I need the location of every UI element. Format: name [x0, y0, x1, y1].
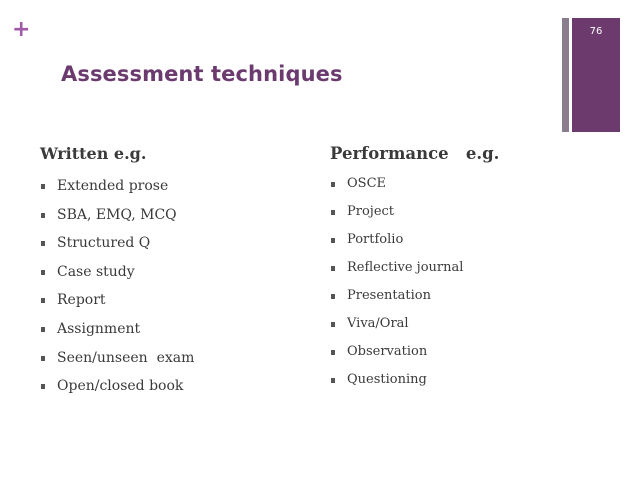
list-item-label: Observation	[347, 344, 428, 359]
list-item	[330, 232, 499, 260]
written-heading: Written e.g.	[40, 144, 147, 163]
list-item-label: Portfolio	[347, 232, 404, 247]
bullet-icon	[331, 350, 335, 355]
bullet-icon	[331, 266, 335, 271]
list-item-label: Seen/unseen exam	[57, 349, 195, 366]
list-item-label: Structured Q	[57, 235, 151, 252]
performance-list	[330, 176, 499, 400]
list-item	[330, 176, 499, 204]
bullet-icon	[331, 182, 335, 187]
bullet-icon	[41, 270, 45, 275]
list-item-label: Reflective journal	[347, 260, 464, 275]
list-item	[40, 177, 194, 206]
list-item-label: Assignment	[57, 320, 141, 337]
list-item	[40, 349, 194, 378]
list-item-label: OSCE	[347, 176, 386, 191]
bullet-icon	[331, 210, 335, 215]
list-item-label: Presentation	[347, 288, 431, 303]
list-item	[40, 320, 194, 349]
list-item	[40, 206, 194, 235]
bullet-icon	[41, 241, 45, 246]
performance-heading: Performance e.g.	[330, 144, 500, 163]
page-number: 76	[589, 26, 603, 37]
written-column	[40, 144, 194, 406]
list-item	[330, 260, 499, 288]
list-item	[330, 288, 499, 316]
bullet-icon	[331, 378, 335, 383]
list-item-label: SBA, EMQ, MCQ	[57, 206, 177, 223]
performance-column	[330, 144, 499, 400]
bullet-icon	[41, 213, 45, 218]
list-item	[40, 263, 194, 292]
list-item	[330, 372, 499, 400]
list-item	[330, 204, 499, 232]
bullet-icon	[331, 322, 335, 327]
list-item-label: Questioning	[347, 372, 427, 387]
slide-title: Assessment techniques	[61, 62, 343, 86]
list-item	[330, 344, 499, 372]
list-item-label: Project	[347, 204, 395, 219]
list-item-label: Case study	[57, 263, 135, 280]
list-item	[40, 291, 194, 320]
sidebar-accent-stripe	[562, 18, 569, 132]
sidebar-accent-bar	[572, 18, 620, 132]
list-item	[40, 377, 194, 406]
bullet-icon	[331, 294, 335, 299]
list-item-label: Open/closed book	[57, 378, 184, 395]
list-item	[40, 234, 194, 263]
bullet-icon	[41, 356, 45, 361]
written-list	[40, 177, 194, 406]
plus-icon: +	[12, 17, 31, 42]
list-item-label: Viva/Oral	[347, 316, 409, 331]
bullet-icon	[41, 384, 45, 389]
list-item-label: Extended prose	[57, 178, 169, 194]
bullet-icon	[41, 327, 45, 332]
bullet-icon	[41, 298, 45, 303]
bullet-icon	[331, 238, 335, 243]
list-item-label: Report	[57, 292, 106, 309]
bullet-icon	[41, 184, 45, 189]
list-item	[330, 316, 499, 344]
